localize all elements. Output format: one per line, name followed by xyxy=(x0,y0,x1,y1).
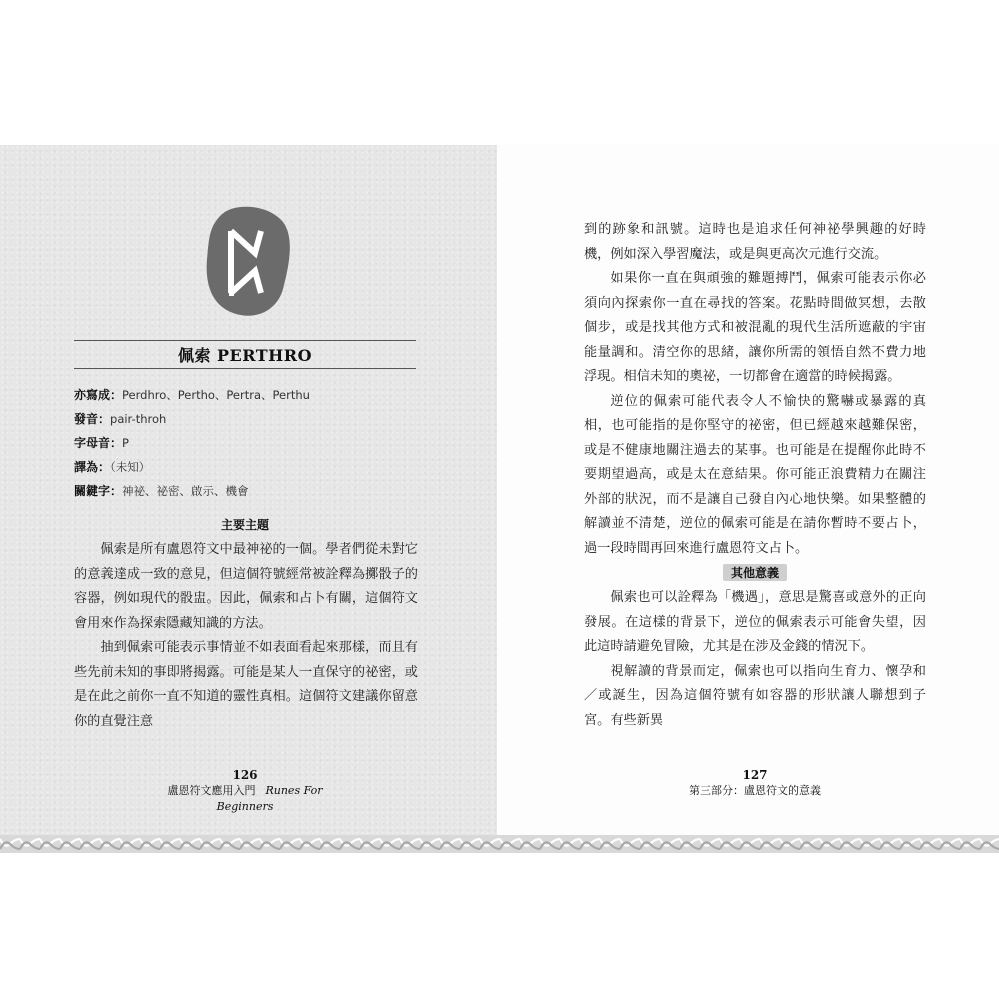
part-title: 第三部分：盧恩符文的意義 xyxy=(689,784,821,797)
meta-key: 發音： xyxy=(74,412,111,426)
section-heading-text: 主要主題 xyxy=(220,518,269,532)
running-footer xyxy=(150,783,340,815)
braid-pattern xyxy=(0,835,999,853)
braided-knot-border xyxy=(0,835,999,853)
page-number: 126 xyxy=(232,768,258,782)
meta-key: 關鍵字： xyxy=(74,484,123,498)
meta-value: （未知） xyxy=(110,460,151,474)
section-heading-text: 其他意義 xyxy=(723,564,787,581)
section-heading-main-theme xyxy=(74,516,416,533)
meta-key: 字母音： xyxy=(74,436,123,450)
meta-row-translation xyxy=(74,455,424,479)
right-folio xyxy=(660,767,850,799)
meta-value: pair-throh xyxy=(110,412,167,426)
perthro-rune-icon xyxy=(203,203,291,319)
meta-row-letter xyxy=(74,431,424,455)
page-number: 127 xyxy=(742,768,768,782)
title-rule-top xyxy=(74,340,416,341)
paragraph: 抽到佩索可能表示事情並不如表面看起來那樣，而且有些先前未知的事即將揭露。可能是某人一直保守的祕密，或是在此之前你一直不知道的靈性真相。這個符文建議你留意你的直覺注意 xyxy=(74,640,418,729)
title-rule-bottom xyxy=(74,368,416,369)
book-title-en: Runes For Beginners xyxy=(216,784,323,813)
left-folio xyxy=(150,767,340,815)
paragraph: 佩索也可以詮釋為「機遇」，意思是驚喜或意外的正向發展。在這樣的背景下，逆位的佩索表示可能會失望，因此這時請避免冒險，尤其是在涉及金錢的情況下。 xyxy=(584,590,926,654)
meta-value: 神祕、祕密、啟示、機會 xyxy=(122,484,249,498)
meta-row-keywords xyxy=(74,479,424,503)
left-body-text xyxy=(74,538,418,734)
rune-meta-list xyxy=(74,383,424,503)
meta-key: 亦寫成： xyxy=(74,388,123,402)
meta-value: P xyxy=(122,436,129,450)
page-title: 佩索 PERTHRO xyxy=(177,346,313,365)
paragraph: 到的跡象和訊號。這時也是追求任何神祕學興趣的好時機，例如深入學習魔法，或是與更高次元進行交流。 xyxy=(584,222,926,262)
paragraph: 佩索是所有盧恩符文中最神祕的一個。學者們從未對它的意義達成一致的意見，但這個符號經常被詮釋為擲骰子的容器，例如現代的骰盅。因此，佩索和占卜有關，這個符文會用來作為探索隱藏知識的方法。 xyxy=(74,542,418,631)
meta-key: 譯為： xyxy=(74,460,111,474)
book-title: 盧恩符文應用入門 xyxy=(167,784,256,797)
meta-row-variants xyxy=(74,383,424,407)
paragraph: 逆位的佩索可能代表令人不愉快的驚嚇或暴露的真相，也可能指的是你堅守的祕密，但已經越來越難保密，或是不健康地關注過去的某事。也可能是在提醒你此時不要期望過高，或是太在意結果。你可能正浪費精力在關注外部的狀況，而不是讓自己發自內心地快樂。如果整體的解讀並不清楚，逆位的佩索可能是在請你暫時不要占卜，過一段時間再回來進行盧恩符文占卜。 xyxy=(584,393,926,556)
meta-row-pronunciation xyxy=(74,407,424,431)
meta-value: Perdhro、Pertho、Pertra、Perthu xyxy=(122,388,310,402)
section-heading-other-meanings xyxy=(584,564,926,581)
right-body-text-top xyxy=(584,218,926,561)
paragraph: 如果你一直在與頑強的難題搏鬥，佩索可能表示你必須向內探索你一直在尋找的答案。花點時間做冥想，去散個步，或是找其他方式和被混亂的現代生活所遮蔽的宇宙能量調和。清空你的思緒，讓你所需的領悟自然不費力地浮現。相信未知的奧祕，一切都會在適當的時候揭露。 xyxy=(584,271,926,384)
paragraph: 視解讀的背景而定，佩索也可以指向生育力、懷孕和／或誕生，因為這個符號有如容器的形狀讓人聯想到子宮。有些新異 xyxy=(584,663,926,728)
right-body-text-bottom xyxy=(584,586,926,733)
